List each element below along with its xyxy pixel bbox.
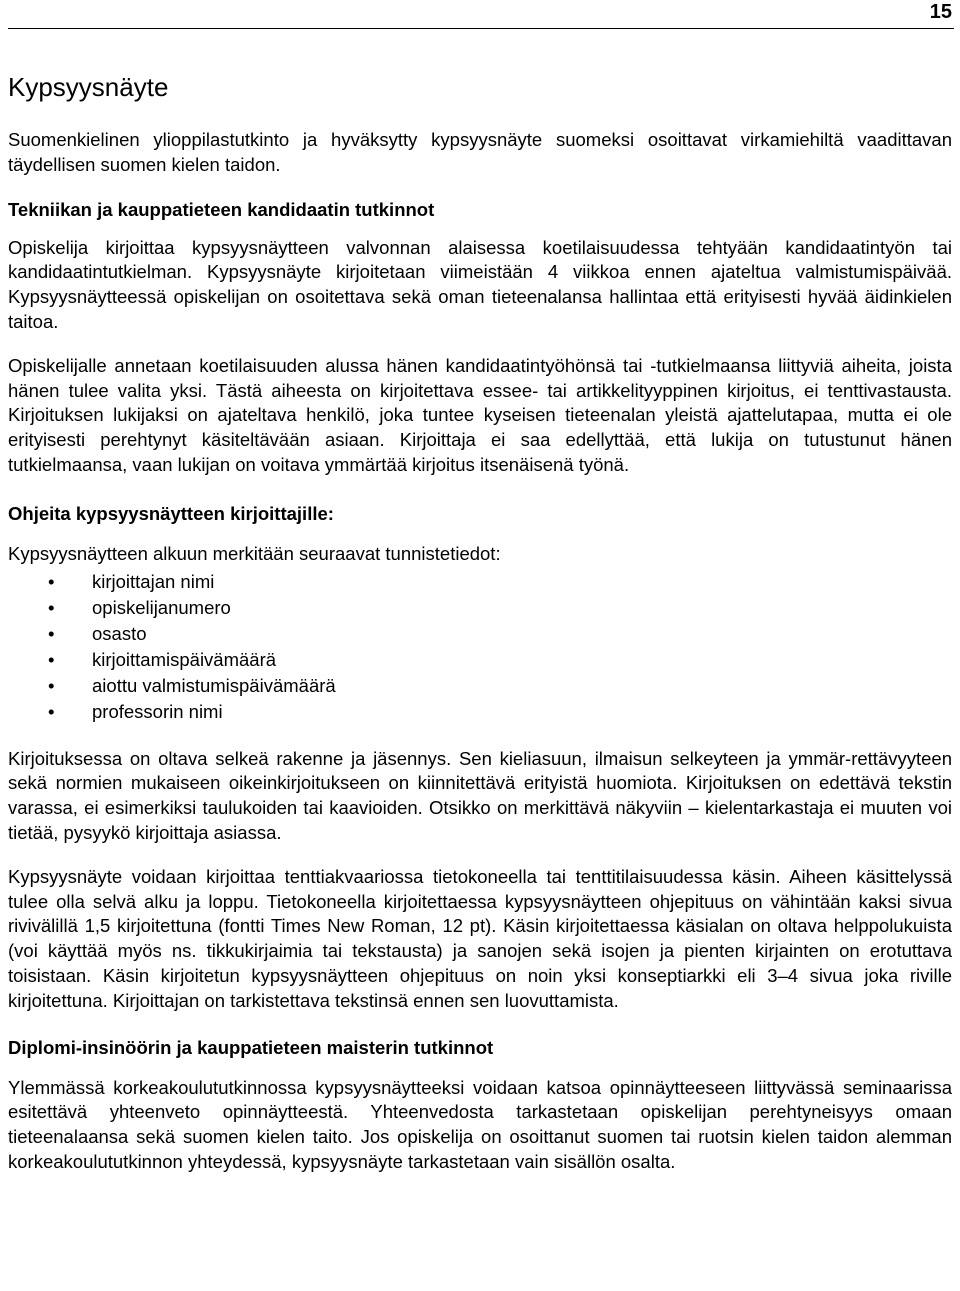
list-item: • osasto (8, 621, 952, 647)
page-title: Kypsyysnäyte (8, 72, 169, 102)
identification-list (8, 569, 952, 725)
bullet-icon: • (48, 570, 55, 592)
list-item: • opiskelijanumero (8, 595, 952, 621)
list-item: • aiottu valmistumispäivämäärä (8, 673, 952, 699)
list-intro: Kypsyysnäytteen alkuun merkitään seuraavat tunnistetiedot: (8, 542, 501, 564)
instructions-paragraph-2: Kypsyysnäyte voidaan kirjoittaa tenttiakvaariossa tietokoneella tai tenttitilaisuudessa käsin. Aiheen käsittelyssä tulee olla selvä alku ja loppu. Tietokoneella kirjoitettaessa kypsyysnäytteen ohjepituus on vähintään kaksi sivua rivivälillä 1,5 kirjoitettuna (fontti Times New Roman, 12 pt). Käsin kirjoitettaessa käsialan on oltava helppolukuista (voi käyttää myös ns. tikkukirjaimia tai tekstausta) ja sanojen sekä isojen ja pienten kirjainten on erotuttava toisistaan. Käsin kirjoitetun kypsyysnäytteen ohjepituus on noin yksi konseptiarkki eli 3–4 sivua joka riville kirjoitettuna. Kirjoittajan on tarkistettava tekstinsä ennen sen luovuttamista. (8, 865, 952, 1011)
section-heading-master: Diplomi-insinöörin ja kauppatieteen maisterin tutkinnot (8, 1036, 494, 1058)
bullet-icon: • (48, 596, 55, 618)
bullet-icon: • (48, 648, 55, 670)
list-item: • kirjoittajan nimi (8, 569, 952, 595)
page-number: 15 (929, 1, 952, 23)
list-item: • kirjoittamispäivämäärä (8, 647, 952, 673)
bullet-icon: • (48, 700, 55, 722)
section-heading-instructions: Ohjeita kypsyysnäytteen kirjoittajille: (8, 502, 334, 524)
section-heading-bachelor: Tekniikan ja kauppatieteen kandidaatin tutkinnot (8, 198, 435, 220)
header-rule (8, 28, 954, 29)
bullet-icon: • (48, 622, 55, 644)
bullet-icon: • (48, 674, 55, 696)
instructions-paragraph-1: Kirjoituksessa on oltava selkeä rakenne ja jäsennys. Sen kieliasuun, ilmaisun selkeyteen ja ymmär-rettävyyteen sekä normien mukaiseen oikeinkirjoitukseen on kiinnitettävä erityistä huomiota. Kirjoituksen on edettävä tekstin varassa, ei esimerkiksi taulukoiden tai kaavioiden. Otsikko on merkittävä näkyviin – kielentarkastaja ei muuten voi tietää, pysyykö kirjoittaja asiassa. (8, 747, 952, 843)
intro-paragraph: Suomenkielinen ylioppilastutkinto ja hyväksytty kypsyysnäyte suomeksi osoittavat virkamiehiltä vaadittavan täydellisen suomen kielen taidon. (8, 129, 952, 175)
bachelor-paragraph-2: Opiskelijalle annetaan koetilaisuuden alussa hänen kandidaatintyöhönsä tai -tutkielmaansa liittyviä aiheita, joista hänen tulee valita yksi. Tästä aiheesta on kirjoitettava essee- tai artikkelityyppinen kirjoitus, ei tenttivastausta. Kirjoituksen lukijaksi on ajateltava henkilö, joka tuntee kyseisen tieteenalan yleistä ajattelutapaa, mutta ei ole erityisesti perehtynyt käsiteltävään asiaan. Kirjoittaja ei saa edellyttää, että lukija on tutustunut hänen tutkielmaansa, vaan lukijan on voitava ymmärtää kirjoitus itsenäisenä työnä. (8, 354, 952, 475)
list-item: • professorin nimi (8, 699, 952, 725)
bachelor-paragraph-1: Opiskelija kirjoittaa kypsyysnäytteen valvonnan alaisessa koetilaisuudessa tehtyään kandidaatintyön tai kandidaatintutkielman. Kypsyysnäyte kirjoitetaan viimeistään 4 viikkoa ennen ajateltua valmistumispäivää. Kypsyysnäytteessä opiskelijan on osoitettava sekä oman tieteenalansa hallintaa että erityisesti hyvää äidinkielen taitoa. (8, 236, 952, 332)
document-body (8, 70, 952, 1194)
master-paragraph-1: Ylemmässä korkeakoulututkinnossa kypsyysnäytteeksi voidaan katsoa opinnäytteeseen liittyvässä seminaarissa esitettävä yhteenveto opinnäytteestä. Yhteenvedosta tarkastetaan opiskelijan perehtyneisyys omaan tieteenalaansa sekä suomen kielen taito. Jos opiskelija on osoittanut suomen tai ruotsin kielen taidon alemman korkeakoulututkinnon yhteydessä, kypsyysnäyte tarkastetaan vain sisällön osalta. (8, 1076, 952, 1172)
